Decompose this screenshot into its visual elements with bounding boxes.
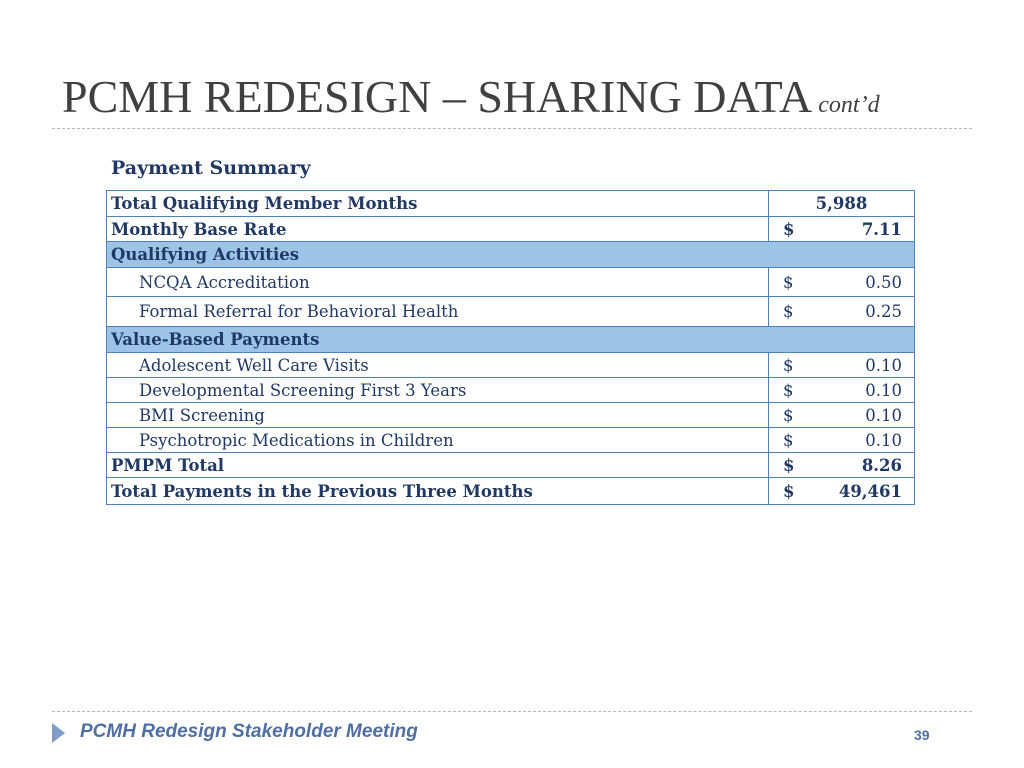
row-label: PMPM Total bbox=[107, 453, 769, 478]
section-header: Qualifying Activities bbox=[107, 242, 915, 268]
table-row-total-payments bbox=[107, 478, 915, 505]
row-value bbox=[769, 268, 915, 297]
amount: 7.11 bbox=[861, 219, 902, 239]
row-label: Adolescent Well Care Visits bbox=[107, 353, 769, 378]
table-row bbox=[107, 403, 915, 428]
amount: 49,461 bbox=[838, 481, 902, 501]
amount: 0.50 bbox=[865, 272, 902, 292]
amount: 0.10 bbox=[865, 405, 902, 425]
section-header: Value-Based Payments bbox=[107, 327, 915, 353]
amount: 0.25 bbox=[865, 302, 902, 321]
amount: 0.10 bbox=[865, 430, 902, 450]
footer-divider bbox=[52, 711, 972, 712]
row-label: Total Qualifying Member Months bbox=[107, 191, 769, 217]
table-section-value-based-payments bbox=[107, 327, 915, 353]
table-row bbox=[107, 297, 915, 327]
row-label: Monthly Base Rate bbox=[107, 217, 769, 242]
title-divider bbox=[52, 128, 972, 129]
triangle-bullet-icon bbox=[52, 723, 65, 743]
table-row bbox=[107, 378, 915, 403]
row-label: Formal Referral for Behavioral Health bbox=[107, 297, 769, 327]
row-value bbox=[769, 403, 915, 428]
row-label: Total Payments in the Previous Three Months bbox=[107, 478, 769, 505]
amount: 8.26 bbox=[861, 455, 902, 475]
table-row-base-rate bbox=[107, 217, 915, 242]
row-label: Developmental Screening First 3 Years bbox=[107, 378, 769, 403]
table-row bbox=[107, 353, 915, 378]
currency-symbol: $ bbox=[783, 355, 794, 375]
table-section-qualifying-activities bbox=[107, 242, 915, 268]
row-label: NCQA Accreditation bbox=[107, 268, 769, 297]
row-label: Psychotropic Medications in Children bbox=[107, 428, 769, 453]
currency-symbol: $ bbox=[783, 380, 794, 400]
amount: 0.10 bbox=[865, 380, 902, 400]
currency-symbol: $ bbox=[783, 272, 794, 292]
footer-title: PCMH Redesign Stakeholder Meeting bbox=[80, 721, 418, 742]
currency-symbol: $ bbox=[783, 302, 794, 321]
row-value: 5,988 bbox=[769, 191, 915, 217]
currency-symbol: $ bbox=[783, 430, 794, 450]
row-value bbox=[769, 353, 915, 378]
currency-symbol: $ bbox=[783, 455, 795, 475]
row-value bbox=[769, 453, 915, 478]
table-caption: Payment Summary bbox=[111, 157, 311, 179]
table-row-pmpm-total bbox=[107, 453, 915, 478]
currency-symbol: $ bbox=[783, 405, 794, 425]
slide-title-text: PCMH REDESIGN – SHARING DATA bbox=[62, 71, 813, 122]
table-row bbox=[107, 428, 915, 453]
row-value bbox=[769, 297, 915, 327]
row-value bbox=[769, 217, 915, 242]
page-number: 39 bbox=[914, 727, 930, 743]
row-value bbox=[769, 428, 915, 453]
currency-symbol: $ bbox=[783, 481, 795, 501]
row-value bbox=[769, 478, 915, 505]
table-row-member-months bbox=[107, 191, 915, 217]
row-value bbox=[769, 378, 915, 403]
row-label: BMI Screening bbox=[107, 403, 769, 428]
table-row bbox=[107, 268, 915, 297]
payment-summary-table bbox=[106, 190, 915, 505]
slide-title-suffix: cont’d bbox=[818, 92, 880, 118]
amount: 0.10 bbox=[865, 355, 902, 375]
slide-title bbox=[62, 70, 880, 132]
currency-symbol: $ bbox=[783, 219, 795, 239]
